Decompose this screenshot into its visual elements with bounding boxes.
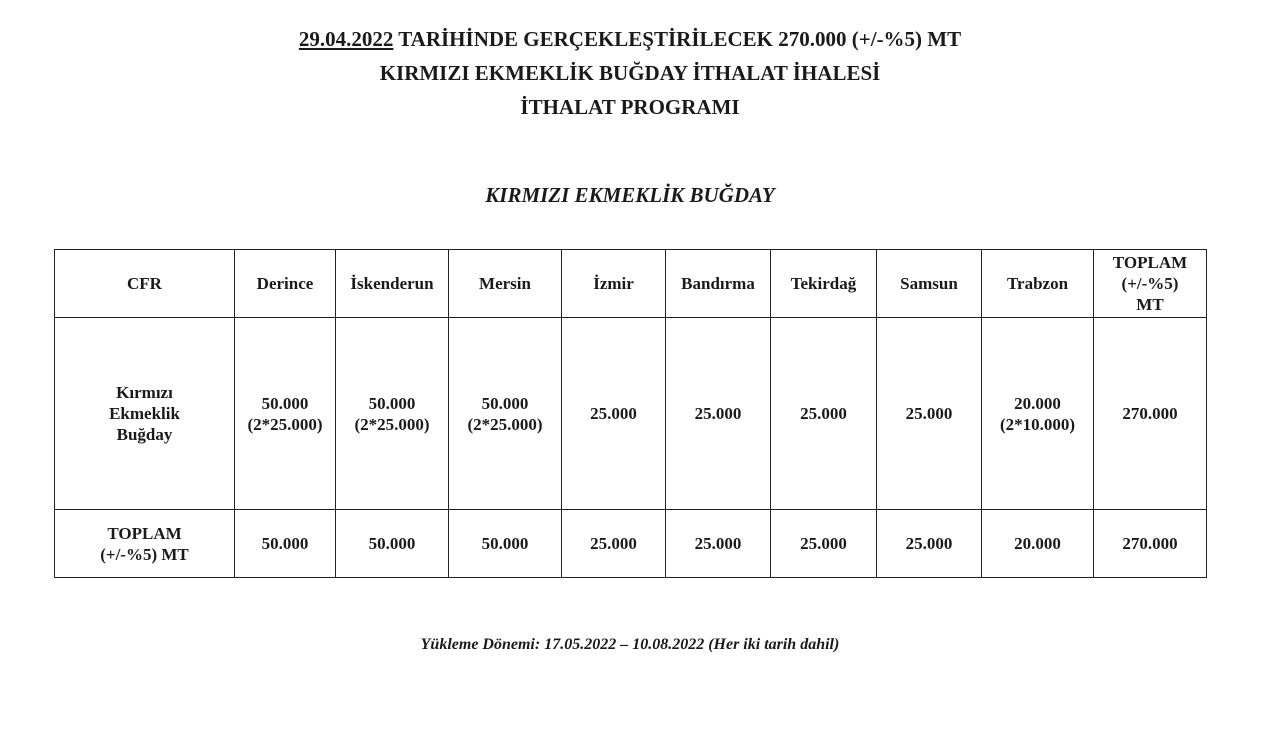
amount: 20.000	[1014, 393, 1061, 413]
amount-breakdown: (2*25.000)	[247, 414, 323, 434]
header-port-derince: Derince	[235, 250, 336, 318]
section-subtitle: KIRMIZI EKMEKLİK BUĞDAY	[485, 183, 775, 207]
total-cell-bandirma: 25.000	[666, 510, 771, 578]
total-cell-mersin: 50.000	[449, 510, 562, 578]
product-label-line: Kırmızı	[116, 383, 173, 402]
product-label-line: Ekmeklik	[109, 404, 180, 423]
document-title	[0, 22, 1260, 124]
amount-breakdown: (2*25.000)	[354, 414, 430, 434]
amount: 50.000	[481, 393, 529, 413]
title-date: 29.04.2022	[298, 27, 394, 51]
total-label-line: TOPLAM	[107, 523, 182, 543]
header-port-bandirma: Bandırma	[666, 250, 771, 318]
header-port-samsun: Samsun	[877, 250, 982, 318]
product-cell-mersin	[449, 318, 562, 510]
title-line-3: İTHALAT PROGRAMI	[520, 95, 740, 119]
header-total-line: MT	[1136, 295, 1164, 314]
product-cell-bandirma	[666, 318, 771, 510]
loading-period-note: Yükleme Dönemi: 17.05.2022 – 10.08.2022 (Her iki tarih dahil)	[420, 636, 840, 653]
product-cell-trabzon	[982, 318, 1094, 510]
title-line-2: KIRMIZI EKMEKLİK BUĞDAY İTHALAT İHALESİ	[379, 61, 881, 85]
total-cell-samsun: 25.000	[877, 510, 982, 578]
table-header-row	[55, 250, 1207, 318]
title-line-1	[0, 22, 1260, 56]
product-cell-iskenderun	[336, 318, 449, 510]
product-cell-total: 270.000	[1094, 318, 1207, 510]
header-port-mersin: Mersin	[449, 250, 562, 318]
amount: 50.000	[368, 393, 416, 413]
total-cell-trabzon: 20.000	[982, 510, 1094, 578]
product-cell-tekirdag	[771, 318, 877, 510]
product-label-cell	[55, 318, 235, 510]
product-cell-derince	[235, 318, 336, 510]
table-row-product	[55, 318, 1207, 510]
amount: 25.000	[800, 404, 847, 423]
table-row-total	[55, 510, 1207, 578]
header-cfr: CFR	[55, 250, 235, 318]
header-port-iskenderun: İskenderun	[336, 250, 449, 318]
total-cell-iskenderun: 50.000	[336, 510, 449, 578]
product-label-line: Buğday	[116, 425, 173, 444]
title-line-1-rest: TARİHİNDE GERÇEKLEŞTİRİLECEK 270.000 (+/-%5) MT	[393, 27, 962, 51]
total-cell-tekirdag: 25.000	[771, 510, 877, 578]
total-label-cell	[55, 510, 235, 578]
amount-breakdown: (2*25.000)	[467, 414, 543, 434]
total-cell-izmir: 25.000	[562, 510, 666, 578]
header-port-trabzon: Trabzon	[982, 250, 1094, 318]
amount: 25.000	[694, 404, 742, 423]
header-total-line: TOPLAM	[1112, 253, 1188, 272]
product-cell-samsun	[877, 318, 982, 510]
amount: 25.000	[590, 404, 637, 423]
amount-breakdown: (2*10.000)	[999, 414, 1076, 434]
total-cell-grand-total: 270.000	[1094, 510, 1207, 578]
product-cell-izmir	[562, 318, 666, 510]
amount: 50.000	[261, 393, 309, 413]
header-total	[1094, 250, 1207, 318]
import-program-table	[54, 249, 1207, 578]
amount: 25.000	[905, 404, 953, 423]
header-port-izmir: İzmir	[562, 250, 666, 318]
total-cell-derince: 50.000	[235, 510, 336, 578]
header-total-line: (+/-%5)	[1121, 274, 1179, 293]
total-label-line: (+/-%5) MT	[100, 544, 189, 564]
header-port-tekirdag: Tekirdağ	[771, 250, 877, 318]
